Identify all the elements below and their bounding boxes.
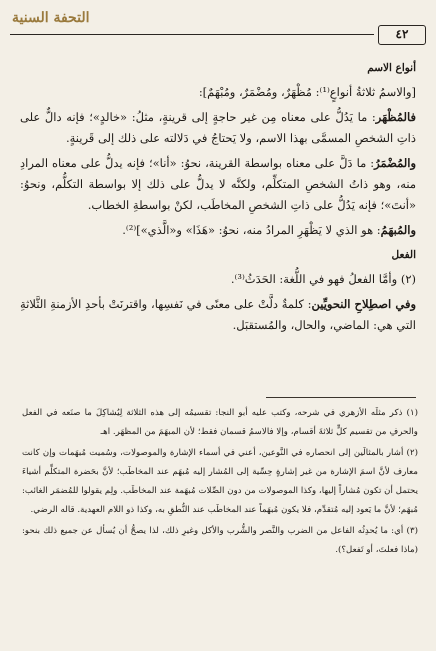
main-text	[20, 62, 416, 340]
paragraph-intro: [والاسمُ ثلاثةُ أنواعٍ⁽¹⁾: مُظْهَرٌ، ومُضْمَرٌ، ومُبْهَمٌ]:	[198, 85, 416, 99]
section-title-ism: أنواع الاسم	[367, 62, 416, 74]
section-title-fiil: الفعل	[391, 249, 416, 261]
term-istilah: وفي اصطِلاحِ النحويِّين	[311, 297, 416, 311]
page-header	[10, 10, 426, 44]
term-mubham: والمُبهَمُ	[380, 223, 416, 237]
mudmar-definition: : ما دَلَّ على معناه بواسطة القرينة، نحوُ: «أنا»؛ فإنه يدلُّ على معناه المرادِ منه، وهو ذاتُ الشخصِ المتكلِّم، ولكنَّه لا يدلُّ على ذلك إلا بواسطة التكلُّم، ونحوُ: «أنتَ»؛ فإنه يَدُلُّ على ذاتِ الشخصِ المخاطَب، لكنْ بواسطةِ الخطاب.	[20, 156, 416, 212]
page-number: ٤٢	[378, 25, 426, 45]
paragraph-muzhar	[20, 107, 416, 149]
paragraph-mudmar	[20, 153, 416, 216]
mubham-definition: : هو الذي لا يَظْهَرِ المرادُ منه، نحوُ: «هَذَا» و«الَّذي»]⁽²⁾.	[122, 223, 381, 237]
term-muzhar: فالمُظْهَر	[375, 110, 416, 124]
footnote-divider	[266, 397, 416, 398]
paragraph-mubham	[20, 220, 416, 241]
footnotes	[22, 404, 418, 562]
header-rule	[10, 34, 374, 35]
term-mudmar: والمُضْمَرُ	[374, 156, 416, 170]
footnote-2: (٢) أشار بالمثالَين إلى انحصاره في النَّوعين، أعني في أسماء الإشارة والموصولات، وسُميت مُبهَمات وإن كانت معارف لأنَّ اسمَ الإشارة من غير إشارةٍ حِسِّية إلى المُشار إليه مُبهَم عند المخاطَب؛ لأنَّ بحَضرة المتكلِّم أشياءَ يحتمل أن تكون مُشاراً إليها، وكذا الموصولات من دون الصِّلات مُبهَمة عند المخاطَب. ولِم يقولوا للمُضمَر الغائب: مُبهَم؛ لأنَّ ما يَعود إليه مُتقدِّم، فلا يكون مُبهَماً عند المخاطَب عند النُّطقِ به، وكذا ذو اللام العهدية. قاله الرضي.	[22, 448, 418, 515]
footnote-3: (٣) أي: ما يُحدِثُه الفاعل من الضرب والنَّصر والشُّرب والأكل وغيرِ ذلك، لذا يصحُّ أن يُسأل عن جميع ذلك بنحو: (ماذا فعلتَ، أو تَفعل؟).	[22, 526, 418, 555]
footnote-1: (١) ذكر مثلَه الأزهري في شرحه، وكتب عليه أبو النجا: تقسيمُه إلى هذه الثلاثة لِيُشاكِلَ ما صنَعه في الفعل والحرفِ من تقسيم كلٍّ ثلاثةَ أقسام، وإلا فالاسمُ قسمان فقط؛ لأن المبهَمَ من المظهَر. اهـ	[22, 408, 418, 437]
paragraph-fiil-lugha: (٢) وأمَّا الفعلُ فهو في اللُّغة: الحَدَثُ⁽³⁾.	[230, 272, 416, 286]
paragraph-fiil-istilah	[20, 294, 416, 336]
book-title: التحفة السنية	[12, 10, 90, 26]
muzhar-definition: : ما يَدُلُّ على معناه مِن غير حاجةٍ إلى قرينةٍ، مثلُ: «خالدٍ»؛ فإنه دالٌّ على ذاتِ الشخصِ المسمَّى بهذا الاسم، ولا يَحتاجُ في دَلالته على ذلك إلى قَرينةٍ.	[20, 110, 416, 145]
istilah-definition: : كلمةٌ دلَّتْ على معنًى في نَفسِها، واقترنَتْ بأحدِ الأزمنةِ الثَّلاثةِ التي هي: الماضي، والحال، والمُستقبَل.	[20, 297, 416, 332]
